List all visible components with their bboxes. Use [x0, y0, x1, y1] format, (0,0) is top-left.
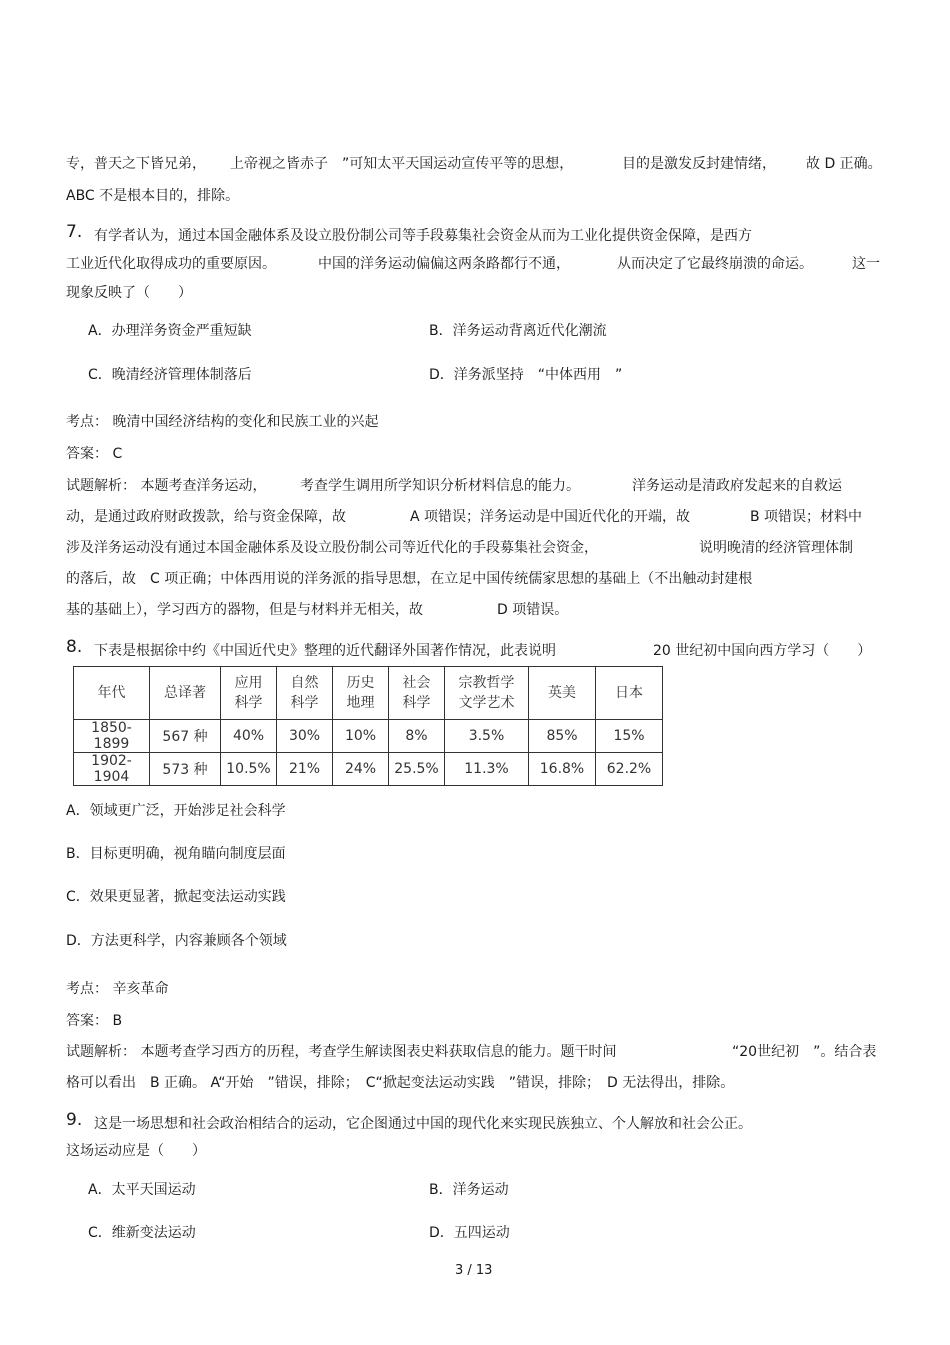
answer-line: 答案： C — [66, 446, 123, 462]
table-cell: 40% — [221, 720, 277, 753]
prev-analysis-segment: 故 D 正确。 — [806, 156, 882, 172]
analysis-text: B 项错误；材料中 — [750, 509, 863, 525]
table-cell: 24% — [333, 753, 389, 786]
option-d: D．五四运动 — [429, 1225, 510, 1241]
kaodian-line: 考点： 辛亥革命 — [66, 981, 169, 997]
analysis-text: 洋务运动是清政府发起来的自救运 — [632, 478, 842, 494]
kaodian-line: 考点： 晚清中国经济结构的变化和民族工业的兴起 — [66, 414, 379, 430]
table-cell: 30% — [277, 720, 333, 753]
analysis-text: 基的基础上），学习西方的器物，但是与材料并无相关，故 — [66, 602, 423, 618]
table-cell: 25.5% — [389, 753, 445, 786]
table-cell: 567 种 — [150, 720, 221, 753]
option-c: C．晚清经济管理体制落后 — [88, 367, 252, 383]
table-header-row — [74, 667, 663, 720]
table-header-cell: 宗教哲学 文学艺术 — [445, 667, 529, 720]
table-header-cell: 自然 科学 — [277, 667, 333, 720]
question-7-stem: 这一 — [852, 256, 880, 272]
table-cell: 1902-1904 — [74, 753, 150, 786]
question-7-stem: 从而决定了它最终崩溃的命运。 — [617, 256, 813, 272]
table-header-cell: 应用 科学 — [221, 667, 277, 720]
analysis-text: 说明晚清的经济管理体制 — [699, 540, 853, 556]
analysis-text: 动，是通过政府财政拨款，给与资金保障，故 — [66, 509, 346, 525]
question-7-stem: 工业近代化取得成功的重要原因。 — [66, 256, 276, 272]
table-cell: 15% — [596, 720, 663, 753]
prev-analysis-segment: 专，普天之下皆兄弟， — [66, 156, 206, 172]
prev-analysis-line: ABC 不是根本目的，排除。 — [66, 188, 240, 204]
analysis-text: 考查学生调用所学知识分析材料信息的能力。 — [300, 478, 580, 494]
option-c: C．效果更显著，掀起变法运动实践 — [66, 889, 286, 905]
option-d: D．洋务派坚持 “中体西用 ” — [429, 367, 623, 383]
table-header-cell: 总译著 — [150, 667, 221, 720]
analysis-text: 格可以看出 B 正确。 A“开始 ”错误，排除； C“掀起变法运动实践 ”错误，排除； D 无法得出，排除。 — [66, 1075, 735, 1091]
table-cell: 1850-1899 — [74, 720, 150, 753]
option-a: A．领域更广泛，开始涉足社会科学 — [66, 803, 286, 819]
table-header-cell: 日本 — [596, 667, 663, 720]
table-cell: 10% — [333, 720, 389, 753]
table-header-cell: 年代 — [74, 667, 150, 720]
question-9-stem: 这是一场思想和社会政治相结合的运动，它企图通过中国的现代化来实现民族独立、个人解放和社会公正。 — [94, 1116, 752, 1132]
table-cell: 573 种 — [150, 753, 221, 786]
option-b: B．洋务运动背离近代化潮流 — [429, 323, 607, 339]
prev-analysis-segment: 上帝视之皆赤子 ”可知太平天国运动宣传平等的思想， — [230, 156, 574, 172]
table-cell: 8% — [389, 720, 445, 753]
question-number-8: 8. — [66, 637, 83, 657]
option-b: B．洋务运动 — [429, 1182, 509, 1198]
question-number-7: 7. — [66, 222, 83, 242]
analysis-text: 的落后，故 C 项正确；中体西用说的洋务派的指导思想，在立足中国传统儒家思想的基础上（不出触动封建根 — [66, 571, 753, 587]
prev-analysis-segment: 目的是激发反封建情绪， — [622, 156, 776, 172]
option-b: B．目标更明确，视角瞄向制度层面 — [66, 846, 286, 862]
question-9-stem: 这场运动应是（ ） — [66, 1143, 206, 1159]
analysis-text: “20世纪初 ”。结合表 — [732, 1044, 877, 1060]
analysis-text: 试题解析： 本题考查洋务运动， — [66, 478, 267, 494]
question-8-stem: 下表是根据徐中约《中国近代史》整理的近代翻译外国著作情况，此表说明 — [94, 643, 556, 659]
table-header-cell: 社会 科学 — [389, 667, 445, 720]
analysis-text: 涉及洋务运动没有通过本国金融体系及设立股份制公司等近代化的手段募集社会资金， — [66, 540, 598, 556]
table-row — [74, 753, 663, 786]
option-d: D．方法更科学，内容兼顾各个领域 — [66, 933, 287, 949]
option-a: A．办理洋务资金严重短缺 — [88, 323, 252, 339]
analysis-text: 试题解析： 本题考查学习西方的历程，考查学生解读图表史料获取信息的能力。题干时间 — [66, 1044, 617, 1060]
table-row — [74, 720, 663, 753]
answer-line: 答案： B — [66, 1013, 123, 1029]
table-cell: 3.5% — [445, 720, 529, 753]
table-cell: 11.3% — [445, 753, 529, 786]
analysis-text: A 项错误；洋务运动是中国近代化的开端，故 — [410, 509, 691, 525]
table-cell: 16.8% — [529, 753, 596, 786]
table-cell: 85% — [529, 720, 596, 753]
question-8-stem: 20 世纪初中国向西方学习（ ） — [653, 643, 872, 659]
option-c: C．维新变法运动 — [88, 1225, 196, 1241]
translation-stats-table — [73, 666, 663, 786]
table-header-cell: 英美 — [529, 667, 596, 720]
table-header-cell: 历史 地理 — [333, 667, 389, 720]
question-7-stem: 中国的洋务运动偏偏这两条路都行不通， — [318, 256, 570, 272]
question-number-9: 9. — [66, 1110, 83, 1130]
table-cell: 62.2% — [596, 753, 663, 786]
table-cell: 21% — [277, 753, 333, 786]
question-7-stem: 现象反映了（ ） — [66, 285, 192, 301]
analysis-text: D 项错误。 — [497, 602, 569, 618]
table-cell: 10.5% — [221, 753, 277, 786]
option-a: A．太平天国运动 — [88, 1182, 196, 1198]
page-number: 3 / 13 — [455, 1263, 493, 1278]
question-7-stem: 有学者认为，通过本国金融体系及设立股份制公司等手段募集社会资金从而为工业化提供资金保障，是西方 — [94, 228, 752, 244]
